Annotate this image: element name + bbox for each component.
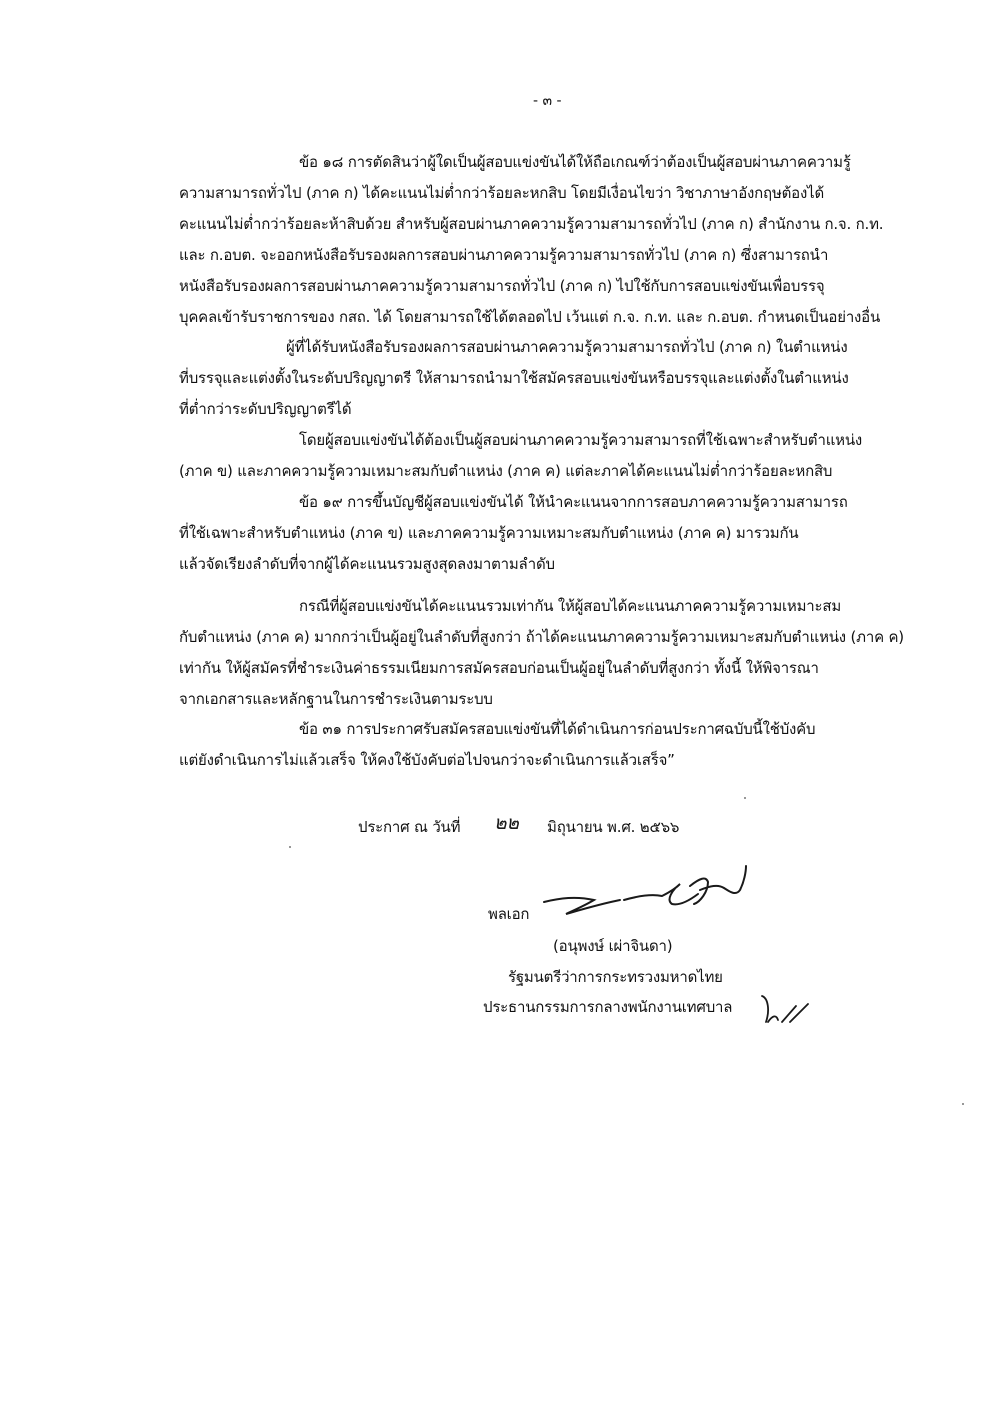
para-5-line-1: กรณีที่ผู้สอบแข่งขันได้คะแนนรวมเท่ากัน ให้ผู้สอบได้คะแนนภาคความรู้ความเหมาะสม (299, 597, 842, 615)
signatory-position-1: รัฐมนตรีว่าการกระทรวงมหาดไทย (508, 968, 723, 986)
date-month-year: มิถุนายน พ.ศ. ๒๕๖๖ (547, 818, 680, 836)
para-2-line-3: ที่ต่ำกว่าระดับปริญญาตรีได้ (179, 400, 352, 418)
initials-mark (758, 992, 818, 1032)
para-4-line-2: ที่ใช้เฉพาะสำหรับตำแหน่ง (ภาค ข) และภาคความรู้ความเหมาะสมกับตำแหน่ง (ภาค ค) มารวมกัน (179, 524, 799, 542)
para-6-line-1: ข้อ ๓๑ การประกาศรับสมัครสอบแข่งขันที่ได้ดำเนินการก่อนประกาศฉบับนี้ใช้บังคับ (299, 720, 816, 738)
para-2-line-2: ที่บรรจุและแต่งตั้งในระดับปริญญาตรี ให้สามารถนำมาใช้สมัครสอบแข่งขันหรือบรรจุและแต่งตั้งในตำแหน่ง (179, 369, 849, 387)
para-4-line-1: ข้อ ๑๙ การขึ้นบัญชีผู้สอบแข่งขันได้ ให้นำคะแนนจากการสอบภาคความรู้ความสามารถ (299, 493, 848, 511)
page-number: - ๓ - (533, 93, 562, 109)
para-5-line-2: กับตำแหน่ง (ภาค ค) มากกว่าเป็นผู้อยู่ในลำดับที่สูงกว่า ถ้าได้คะแนนภาคความรู้ความเหมาะสมกับตำแหน่ง (ภาค ค) (179, 628, 904, 646)
signature-rank: พลเอก (488, 905, 530, 923)
para-4-line-3: แล้วจัดเรียงลำดับที่จากผู้ได้คะแนนรวมสูงสุดลงมาตามลำดับ (179, 555, 555, 573)
para-1-line-5: หนังสือรับรองผลการสอบผ่านภาคความรู้ความสามารถทั่วไป (ภาค ก) ไปใช้กับการสอบแข่งขันเพื่อบรรจุ (179, 277, 825, 295)
para-1-line-1: ข้อ ๑๘ การตัดสินว่าผู้ใดเป็นผู้สอบแข่งขันได้ให้ถือเกณฑ์ว่าต้องเป็นผู้สอบผ่านภาคความรู้ (299, 153, 851, 171)
para-2-line-1: ผู้ที่ได้รับหนังสือรับรองผลการสอบผ่านภาคความรู้ความสามารถทั่วไป (ภาค ก) ในตำแหน่ง (286, 338, 848, 356)
para-3-line-2: (ภาค ข) และภาคความรู้ความเหมาะสมกับตำแหน่ง (ภาค ค) แต่ละภาคได้คะแนนไม่ต่ำกว่าร้อยละหกสิบ (179, 462, 833, 480)
para-1-line-3: คะแนนไม่ต่ำกว่าร้อยละห้าสิบด้วย สำหรับผู้สอบผ่านภาคความรู้ความสามารถทั่วไป (ภาค ก) สำนักงาน ก.จ. ก.ท. (179, 215, 884, 233)
para-1-line-2: ความสามารถทั่วไป (ภาค ก) ได้คะแนนไม่ต่ำกว่าร้อยละหกสิบ โดยมีเงื่อนไขว่า วิชาภาษาอังกฤษต้องได้ (179, 184, 824, 202)
signature-image (540, 860, 760, 930)
para-1-line-4: และ ก.อบต. จะออกหนังสือรับรองผลการสอบผ่านภาคความรู้ความสามารถทั่วไป (ภาค ก) ซึ่งสามารถนำ (179, 246, 829, 264)
para-5-line-3: เท่ากัน ให้ผู้สมัครที่ชำระเงินค่าธรรมเนียมการสมัครสอบก่อนเป็นผู้อยู่ในลำดับที่สูงกว่า ทั้งนี้ ให้พิจารณา (179, 659, 819, 677)
para-1-line-6: บุคคลเข้ารับราชการของ กสถ. ได้ โดยสามารถใช้ได้ตลอดไป เว้นแต่ ก.จ. ก.ท. และ ก.อบต. กำหนดเป็นอย่างอื่น (179, 308, 881, 326)
scan-speck (962, 1103, 964, 1105)
signatory-name: (อนุพงษ์ เผ่าจินดา) (553, 937, 673, 955)
date-day-handwritten: ๒๒ (494, 812, 519, 834)
signatory-position-2: ประธานกรรมการกลางพนักงานเทศบาล (483, 998, 733, 1016)
scan-speck (289, 846, 291, 848)
para-6-line-2: แต่ยังดำเนินการไม่แล้วเสร็จ ให้คงใช้บังคับต่อไปจนกว่าจะดำเนินการแล้วเสร็จ” (179, 751, 675, 769)
para-3-line-1: โดยผู้สอบแข่งขันได้ต้องเป็นผู้สอบผ่านภาคความรู้ความสามารถที่ใช้เฉพาะสำหรับตำแหน่ง (299, 431, 863, 449)
para-5-line-4: จากเอกสารและหลักฐานในการชำระเงินตามระบบ (179, 690, 493, 708)
scan-speck (744, 797, 746, 799)
date-prefix: ประกาศ ณ วันที่ (358, 818, 461, 836)
